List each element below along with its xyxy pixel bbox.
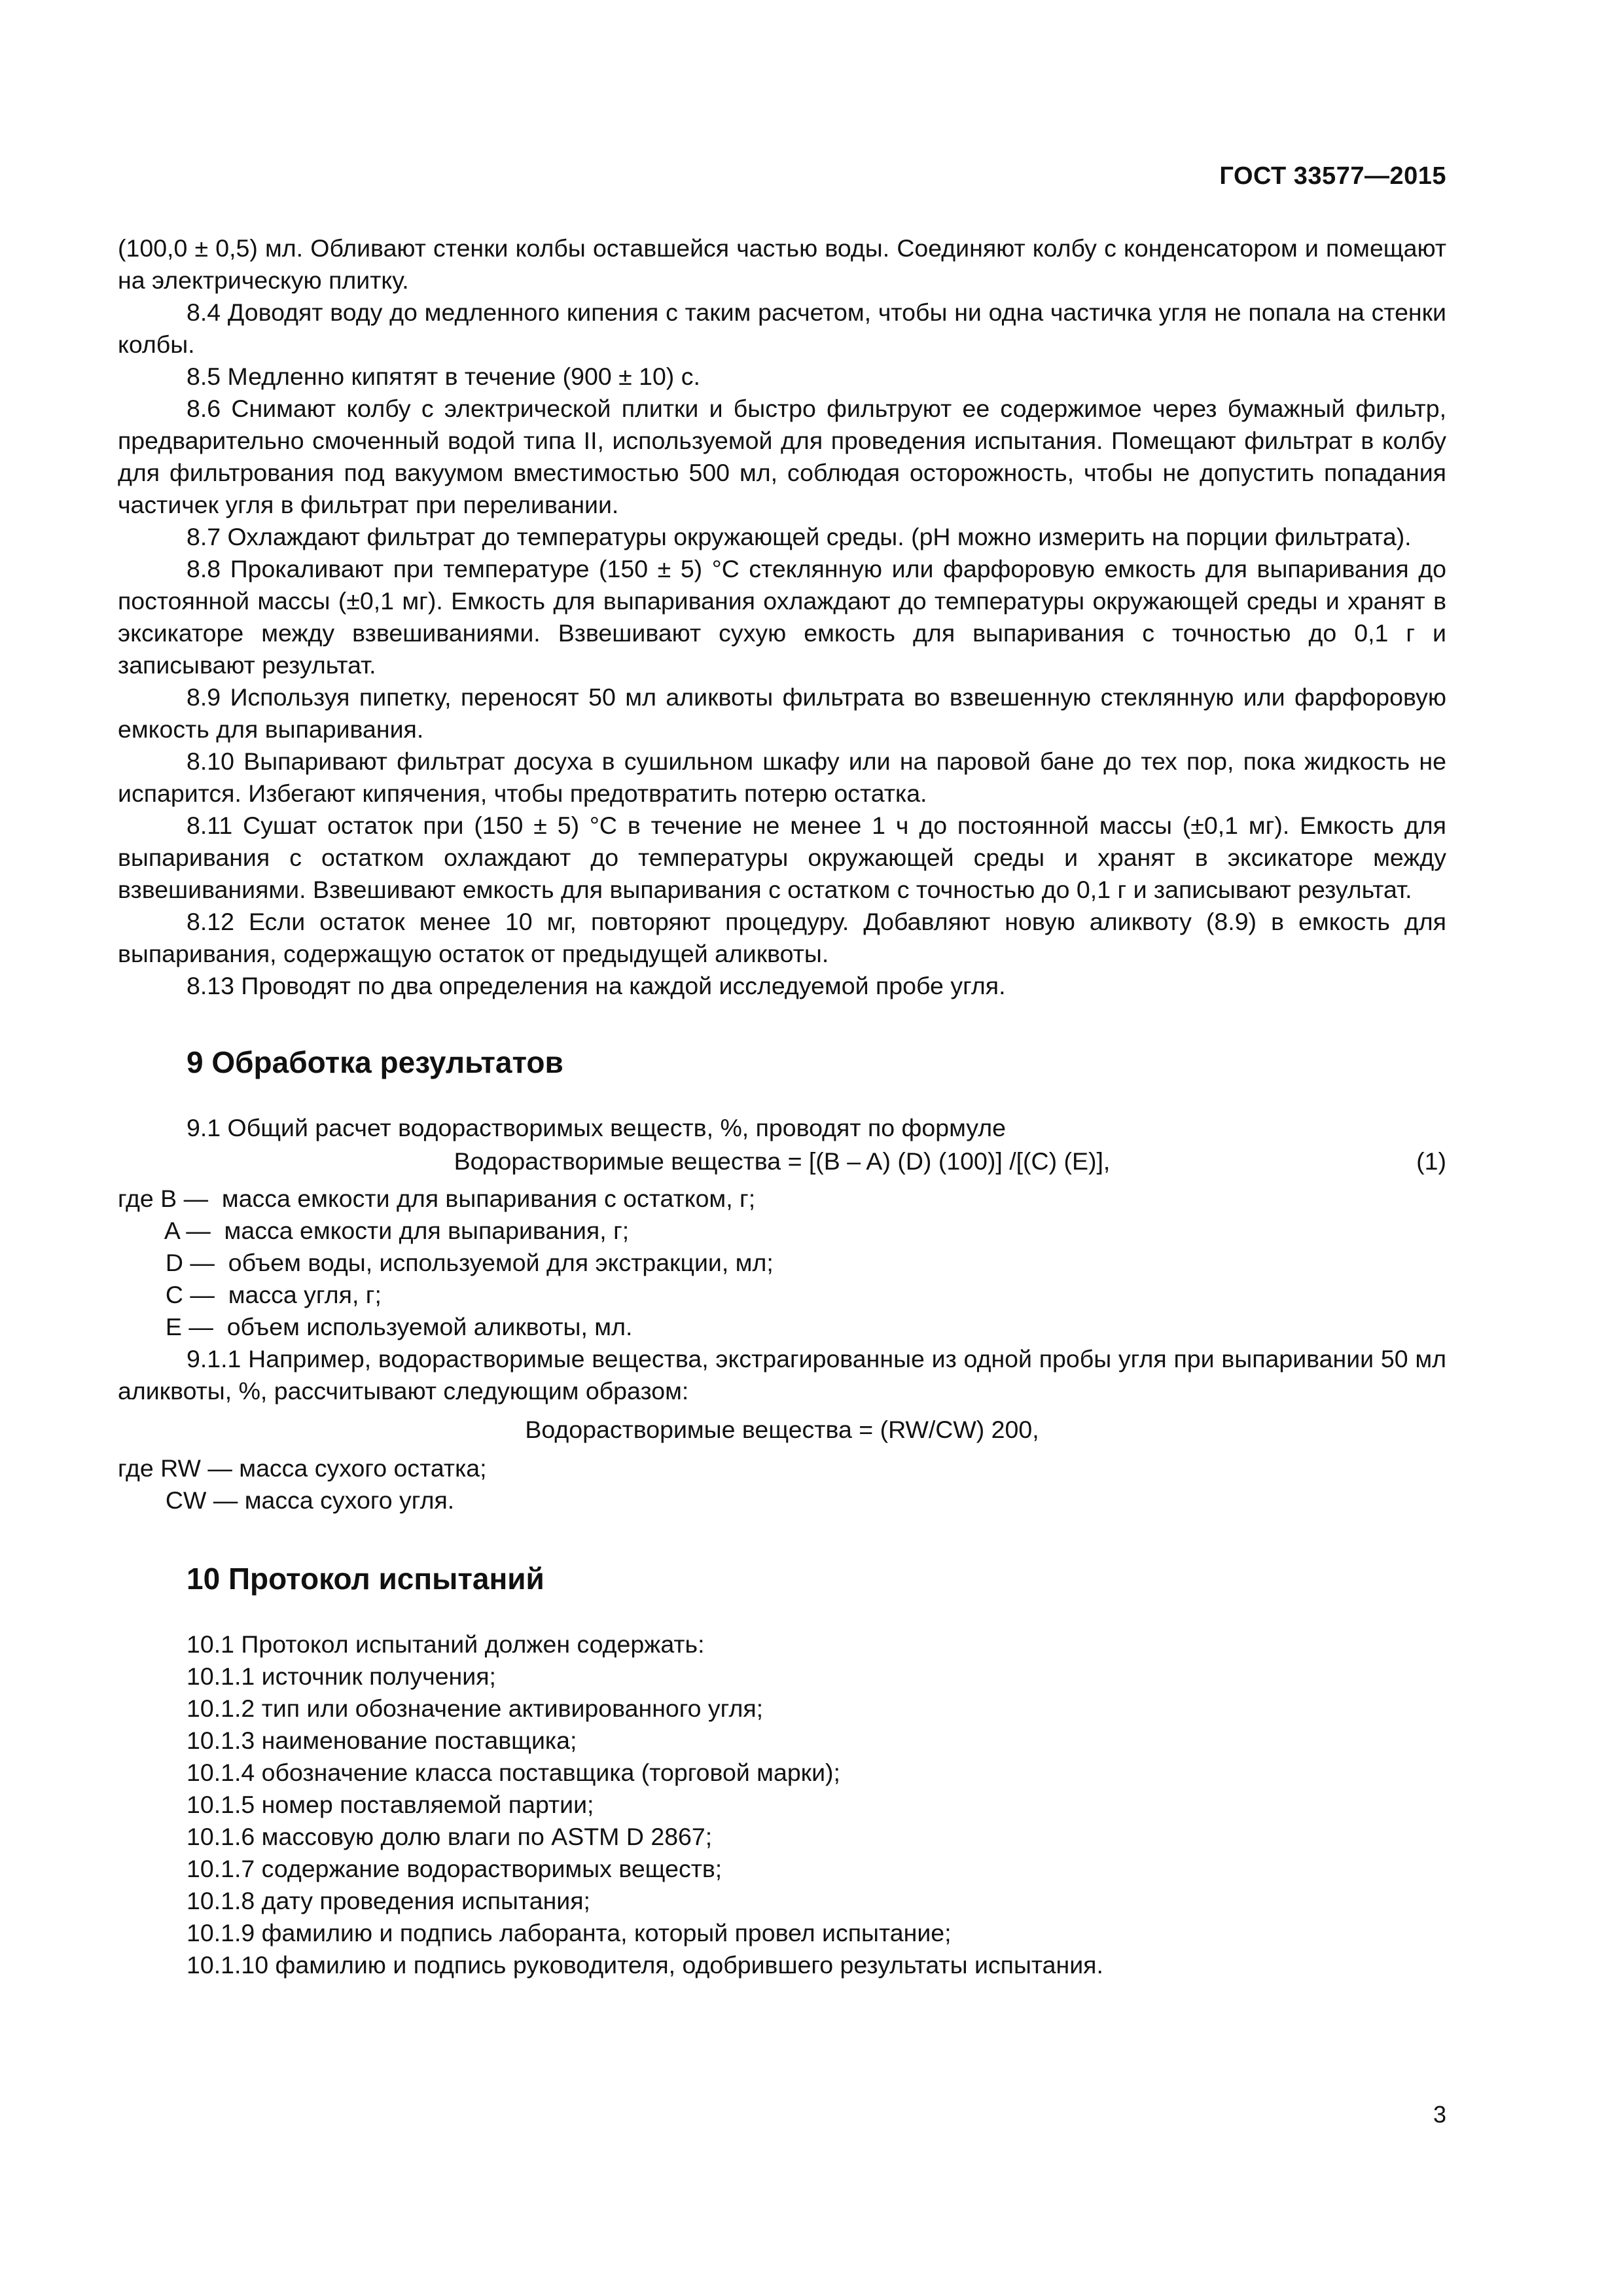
- list-item: 10.1.10 фамилию и подпись руководителя, одобрившего результаты испытания.: [187, 1951, 1103, 1979]
- page-number: 3: [1433, 2101, 1446, 2128]
- list-item: 10.1.6 массовую долю влаги по ASTM D 2867;: [187, 1823, 713, 1850]
- list-item: 10.1.4 обозначение класса поставщика (торговой марки);: [187, 1759, 840, 1786]
- list-item: 10.1.2 тип или обозначение активированного угля;: [187, 1695, 764, 1722]
- list-item: 10.1.3 наименование поставщика;: [187, 1727, 577, 1754]
- list-item: 10.1 Протокол испытаний должен содержать:: [187, 1630, 705, 1658]
- paragraph-8-5: 8.5 Медленно кипятят в течение (900 ± 10) с.: [187, 363, 700, 390]
- section-10-heading: 10 Протокол испытаний: [187, 1562, 544, 1596]
- formula-2: Водорастворимые вещества = (RW/CW) 200,: [525, 1416, 1039, 1443]
- where-line: C — масса угля, г;: [118, 1281, 382, 1308]
- where-line: A — масса емкости для выпаривания, г;: [118, 1217, 630, 1244]
- paragraph-8-8: 8.8 Прокаливают при температуре (150 ± 5) °С стеклянную или фарфоровую емкость для выпаривания до постоянной массы (±0,1 мг). Емкость для выпаривания охлаждают до температуры окружающей среды и хранят в эксикаторе между взвешиваниями. Взвешивают сухую емкость для выпаривания с точностью до 0,1 г и записывают результат.: [118, 555, 1446, 679]
- section-9-heading: 9 Обработка результатов: [187, 1045, 563, 1079]
- where-line: где RW — масса сухого остатка;: [118, 1454, 487, 1482]
- list-item: 10.1.8 дату проведения испытания;: [187, 1887, 590, 1914]
- paragraph-8-9: 8.9 Используя пипетку, переносят 50 мл аликвоты фильтрата во взвешенную стеклянную или фарфоровую емкость для выпаривания.: [118, 683, 1446, 743]
- paragraph-8-10: 8.10 Выпаривают фильтрат досуха в сушильном шкафу или на паровой бане до тех пор, пока жидкость не испарится. Избегают кипячения, чтобы предотвратить потерю остатка.: [118, 747, 1446, 807]
- protocol-list: [118, 1628, 1446, 1981]
- formula-1-text: Водорастворимые вещества = [(B – A) (D) (100)] /[(C) (E)],: [454, 1147, 1111, 1175]
- where-line: CW — масса сухого угля.: [118, 1486, 455, 1514]
- formula-1: [118, 1145, 1446, 1177]
- where-line: E — объем используемой аликвоты, мл.: [118, 1313, 633, 1340]
- formula-1-number: (1): [1416, 1147, 1446, 1175]
- paragraph-8-7: 8.7 Охлаждают фильтрат до температуры окружающей среды. (pH можно измерить на порции фильтрата).: [187, 523, 1412, 550]
- where-line: где B — масса емкости для выпаривания с остатком, г;: [118, 1185, 756, 1212]
- paragraph-8-12: 8.12 Если остаток менее 10 мг, повторяют процедуру. Добавляют новую аликвоту (8.9) в емкость для выпаривания, содержащую остаток от предыдущей аликвоты.: [118, 908, 1446, 967]
- paragraph-9-1-1: 9.1.1 Например, водорастворимые вещества, экстрагированные из одной пробы угля при выпаривании 50 мл аликвоты, %, рассчитывают следующим образом:: [118, 1345, 1446, 1405]
- paragraph-8-13: 8.13 Проводят по два определения на каждой исследуемой пробе угля.: [187, 972, 1006, 999]
- paragraph-8-6: 8.6 Снимают колбу с электрической плитки и быстро фильтруют ее содержимое через бумажный фильтр, предварительно смоченный водой типа II, используемой для проведения испытания. Помещают фильтрат в колбу для фильтрования под вакуумом вместимостью 500 мл, соблюдая осторожность, чтобы не допустить попадания частичек угля в фильтрат при переливании.: [118, 395, 1446, 518]
- list-item: 10.1.5 номер поставляемой партии;: [187, 1791, 594, 1818]
- paragraph-continuation: (100,0 ± 0,5) мл. Обливают стенки колбы оставшейся частью воды. Соединяют колбу с конденсатором и помещают на электрическую плитку.: [118, 234, 1446, 294]
- list-item: 10.1.9 фамилию и подпись лаборанта, который провел испытание;: [187, 1919, 952, 1946]
- paragraph-8-11: 8.11 Сушат остаток при (150 ± 5) °С в течение не менее 1 ч до постоянной массы (±0,1 мг). Емкость для выпаривания с остатком охлаждают до температуры окружающей среды и хранят в эксикаторе между взвешиваниями. Взвешивают емкость для выпаривания с остатком с точностью до 0,1 г и записывают результат.: [118, 812, 1446, 903]
- standard-code-header: ГОСТ 33577—2015: [1219, 162, 1446, 190]
- paragraph-8-4: 8.4 Доводят воду до медленного кипения с таким расчетом, чтобы ни одна частичка угля не попала на стенки колбы.: [118, 298, 1446, 358]
- paragraph-9-1: 9.1 Общий расчет водорастворимых веществ, %, проводят по формуле: [187, 1114, 1006, 1141]
- where-line: D — объем воды, используемой для экстракции, мл;: [118, 1249, 774, 1276]
- document-page: [118, 0, 1446, 2296]
- list-item: 10.1.7 содержание водорастворимых веществ;: [187, 1855, 722, 1882]
- document-body: [118, 232, 1446, 1981]
- list-item: 10.1.1 источник получения;: [187, 1662, 496, 1690]
